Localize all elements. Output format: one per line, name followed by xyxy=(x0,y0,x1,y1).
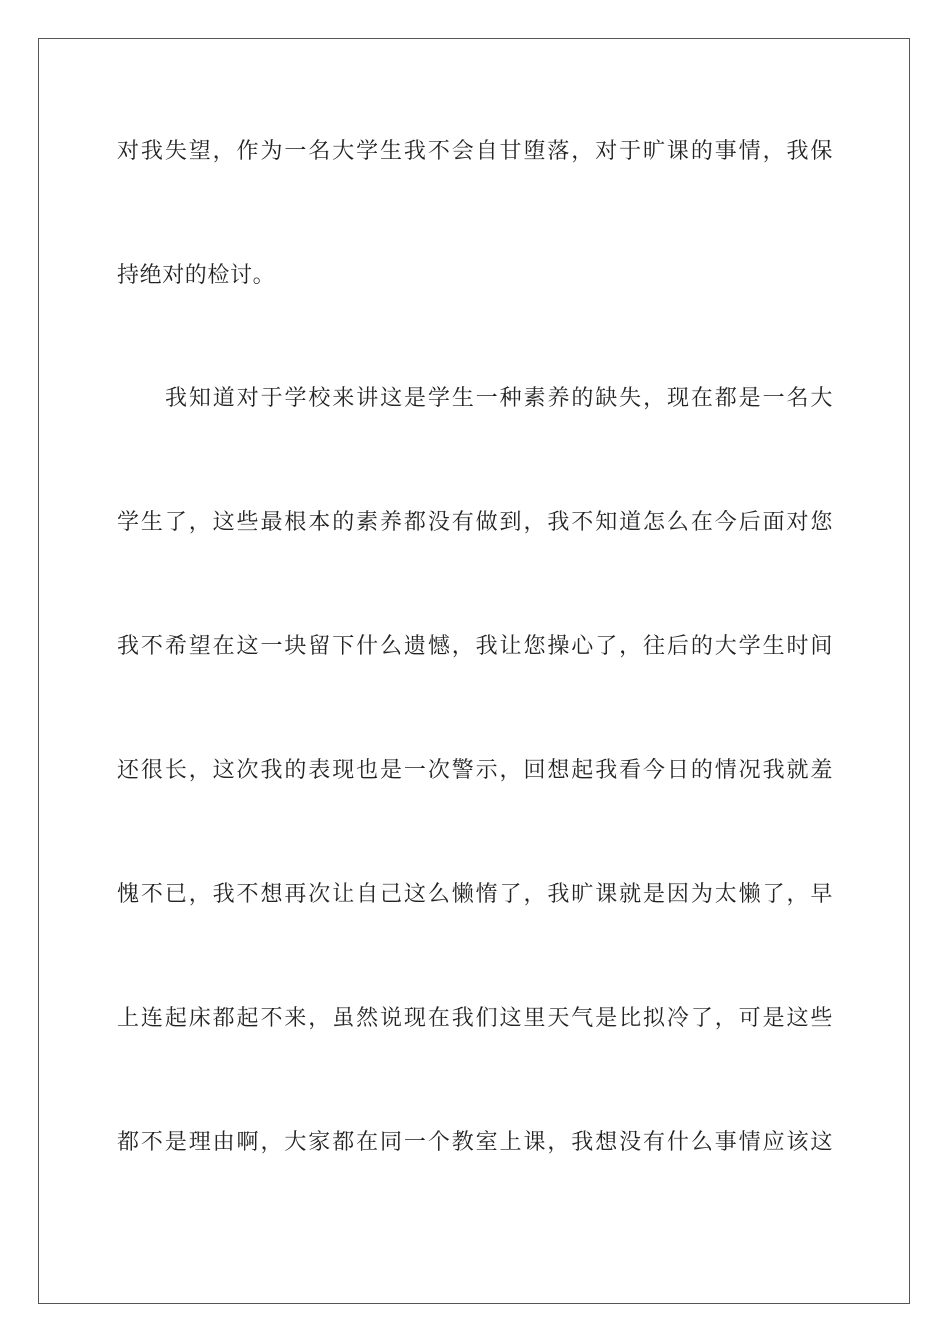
text-line: 我不希望在这一块留下什么遗憾，我让您操心了，往后的大学生时间 xyxy=(117,634,833,659)
text-line: 学生了，这些最根本的素养都没有做到，我不知道怎么在今后面对您 xyxy=(117,510,833,535)
text-line: 都不是理由啊，大家都在同一个教室上课，我想没有什么事情应该这 xyxy=(117,1130,833,1155)
page-border xyxy=(38,38,910,1304)
text-line: 愧不已，我不想再次让自己这么懒惰了，我旷课就是因为太懒了，早 xyxy=(117,882,833,907)
text-line: 对我失望，作为一名大学生我不会自甘堕落，对于旷课的事情，我保 xyxy=(117,139,833,164)
paragraph-first-line: 我知道对于学校来讲这是学生一种素养的缺失，现在都是一名大 xyxy=(165,386,833,411)
text-line: 持绝对的检讨。 xyxy=(117,263,276,288)
text-line: 还很长，这次我的表现也是一次警示，回想起我看今日的情况我就羞 xyxy=(117,758,833,783)
text-line: 上连起床都起不来，虽然说现在我们这里天气是比拟冷了，可是这些 xyxy=(117,1006,833,1031)
